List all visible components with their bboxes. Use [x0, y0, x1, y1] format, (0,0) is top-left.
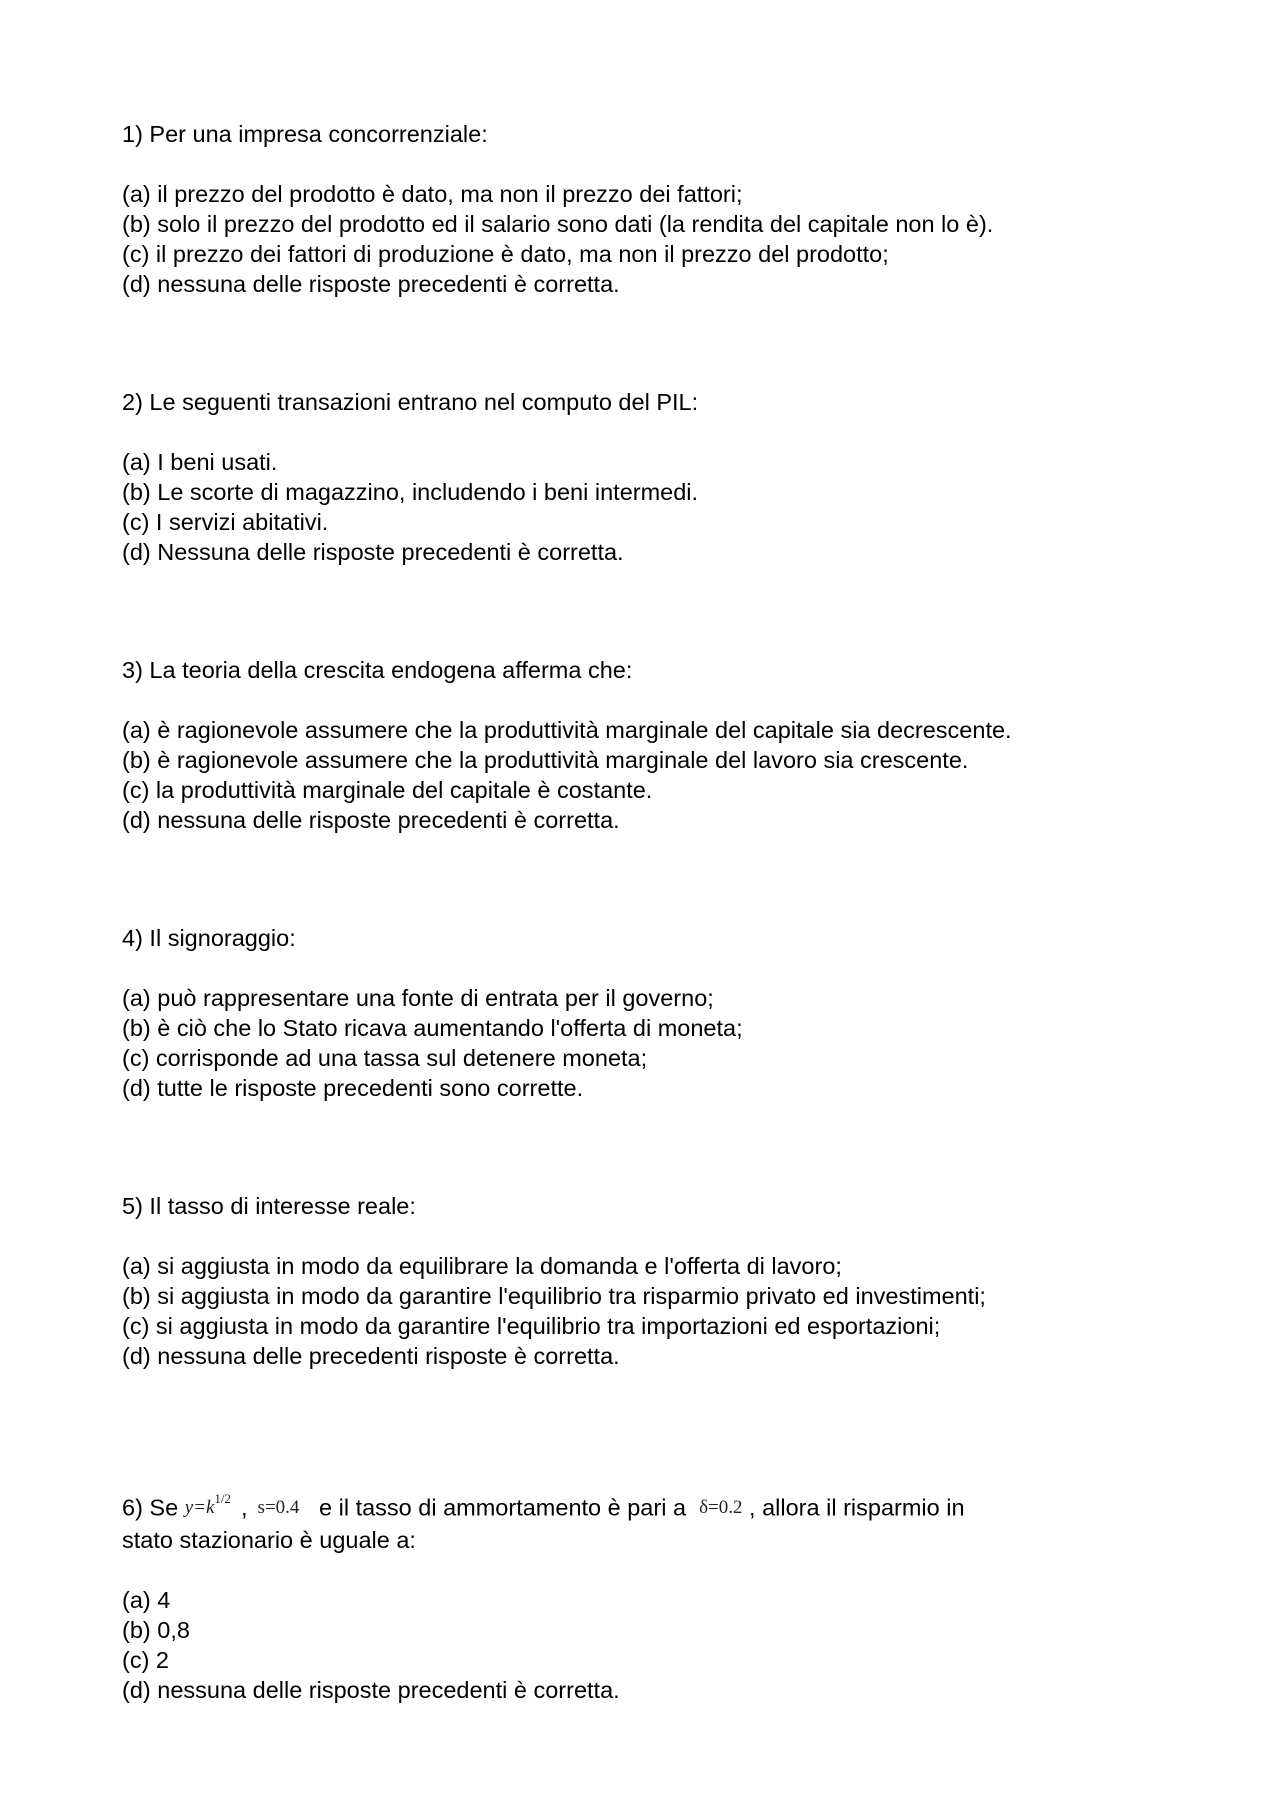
question-title-line-2: stato stazionario è uguale a: [122, 1527, 416, 1554]
question-5 [122, 1191, 1162, 1371]
question-title: 5) Il tasso di interesse reale: [122, 1193, 416, 1219]
answer-option: (d) Nessuna delle risposte precedenti è corretta. [122, 539, 624, 565]
question-title-line-1 [122, 1489, 1162, 1525]
answer-option: (a) può rappresentare una fonte di entrata per il governo; [122, 985, 714, 1011]
question-prefix: 6) Se [122, 1494, 179, 1521]
answer-option: (b) è ragionevole assumere che la produttività marginale del lavoro sia crescente. [122, 747, 969, 773]
question-1 [122, 119, 1162, 299]
answer-option: (b) solo il prezzo del prodotto ed il salario sono dati (la rendita del capitale non lo è). [122, 211, 994, 237]
answer-option: (c) 2 [122, 1647, 169, 1674]
question-4 [122, 923, 1162, 1103]
answer-option: (a) il prezzo del prodotto è dato, ma non il prezzo dei fattori; [122, 181, 743, 207]
answer-option: (c) si aggiusta in modo da garantire l'equilibrio tra importazioni ed esportazioni; [122, 1313, 941, 1339]
spacer [122, 567, 1162, 655]
production-function-formula: $y=k^{1/2}$ [184, 1491, 232, 1519]
answer-option: (c) la produttività marginale del capitale è costante. [122, 777, 653, 803]
question-title: 3) La teoria della crescita endogena afferma che: [122, 657, 633, 683]
depreciation-rate-formula: δ=0.2 [699, 1497, 743, 1519]
question-middle-text: e il tasso di ammortamento è pari a [319, 1494, 687, 1521]
answer-option: (d) tutte le risposte precedenti sono corrette. [122, 1075, 584, 1101]
answer-option: (d) nessuna delle risposte precedenti è corretta. [122, 1677, 620, 1704]
answer-option: (c) corrisponde ad una tassa sul detenere moneta; [122, 1045, 648, 1071]
question-2 [122, 387, 1162, 567]
answer-option: (a) si aggiusta in modo da equilibrare la domanda e l'offerta di lavoro; [122, 1253, 842, 1279]
answer-option: (b) si aggiusta in modo da garantire l'equilibrio tra risparmio privato ed investimenti; [122, 1283, 986, 1309]
spacer [122, 1103, 1162, 1191]
answer-option: (d) nessuna delle precedenti risposte è corretta. [122, 1343, 620, 1369]
question-title: 1) Per una impresa concorrenziale: [122, 121, 488, 147]
answer-option: (b) è ciò che lo Stato ricava aumentando l'offerta di moneta; [122, 1015, 743, 1041]
spacer [122, 1371, 1162, 1489]
savings-rate-formula: s=0.4 [257, 1497, 300, 1519]
answer-option: (a) è ragionevole assumere che la produttività marginale del capitale sia decrescente. [122, 717, 1012, 743]
answer-option: (d) nessuna delle risposte precedenti è corretta. [122, 271, 620, 297]
question-title: 2) Le seguenti transazioni entrano nel computo del PIL: [122, 389, 699, 415]
answer-option: (d) nessuna delle risposte precedenti è corretta. [122, 807, 620, 833]
answer-option: (b) Le scorte di magazzino, includendo i beni intermedi. [122, 479, 699, 505]
question-title [122, 1489, 1162, 1555]
answer-option: (b) 0,8 [122, 1617, 190, 1644]
question-3 [122, 655, 1162, 835]
question-suffix-text: , allora il risparmio in [749, 1494, 965, 1521]
answer-option: (a) 4 [122, 1587, 171, 1614]
question-title: 4) Il signoraggio: [122, 925, 296, 951]
exam-page [122, 119, 1162, 1705]
answer-option: (c) il prezzo dei fattori di produzione è dato, ma non il prezzo del prodotto; [122, 241, 889, 267]
question-6 [122, 1489, 1162, 1705]
spacer [122, 835, 1162, 923]
spacer [122, 299, 1162, 387]
answer-option: (a) I beni usati. [122, 449, 278, 475]
answer-option: (c) I servizi abitativi. [122, 509, 329, 535]
formula-separator: , [241, 1494, 248, 1521]
